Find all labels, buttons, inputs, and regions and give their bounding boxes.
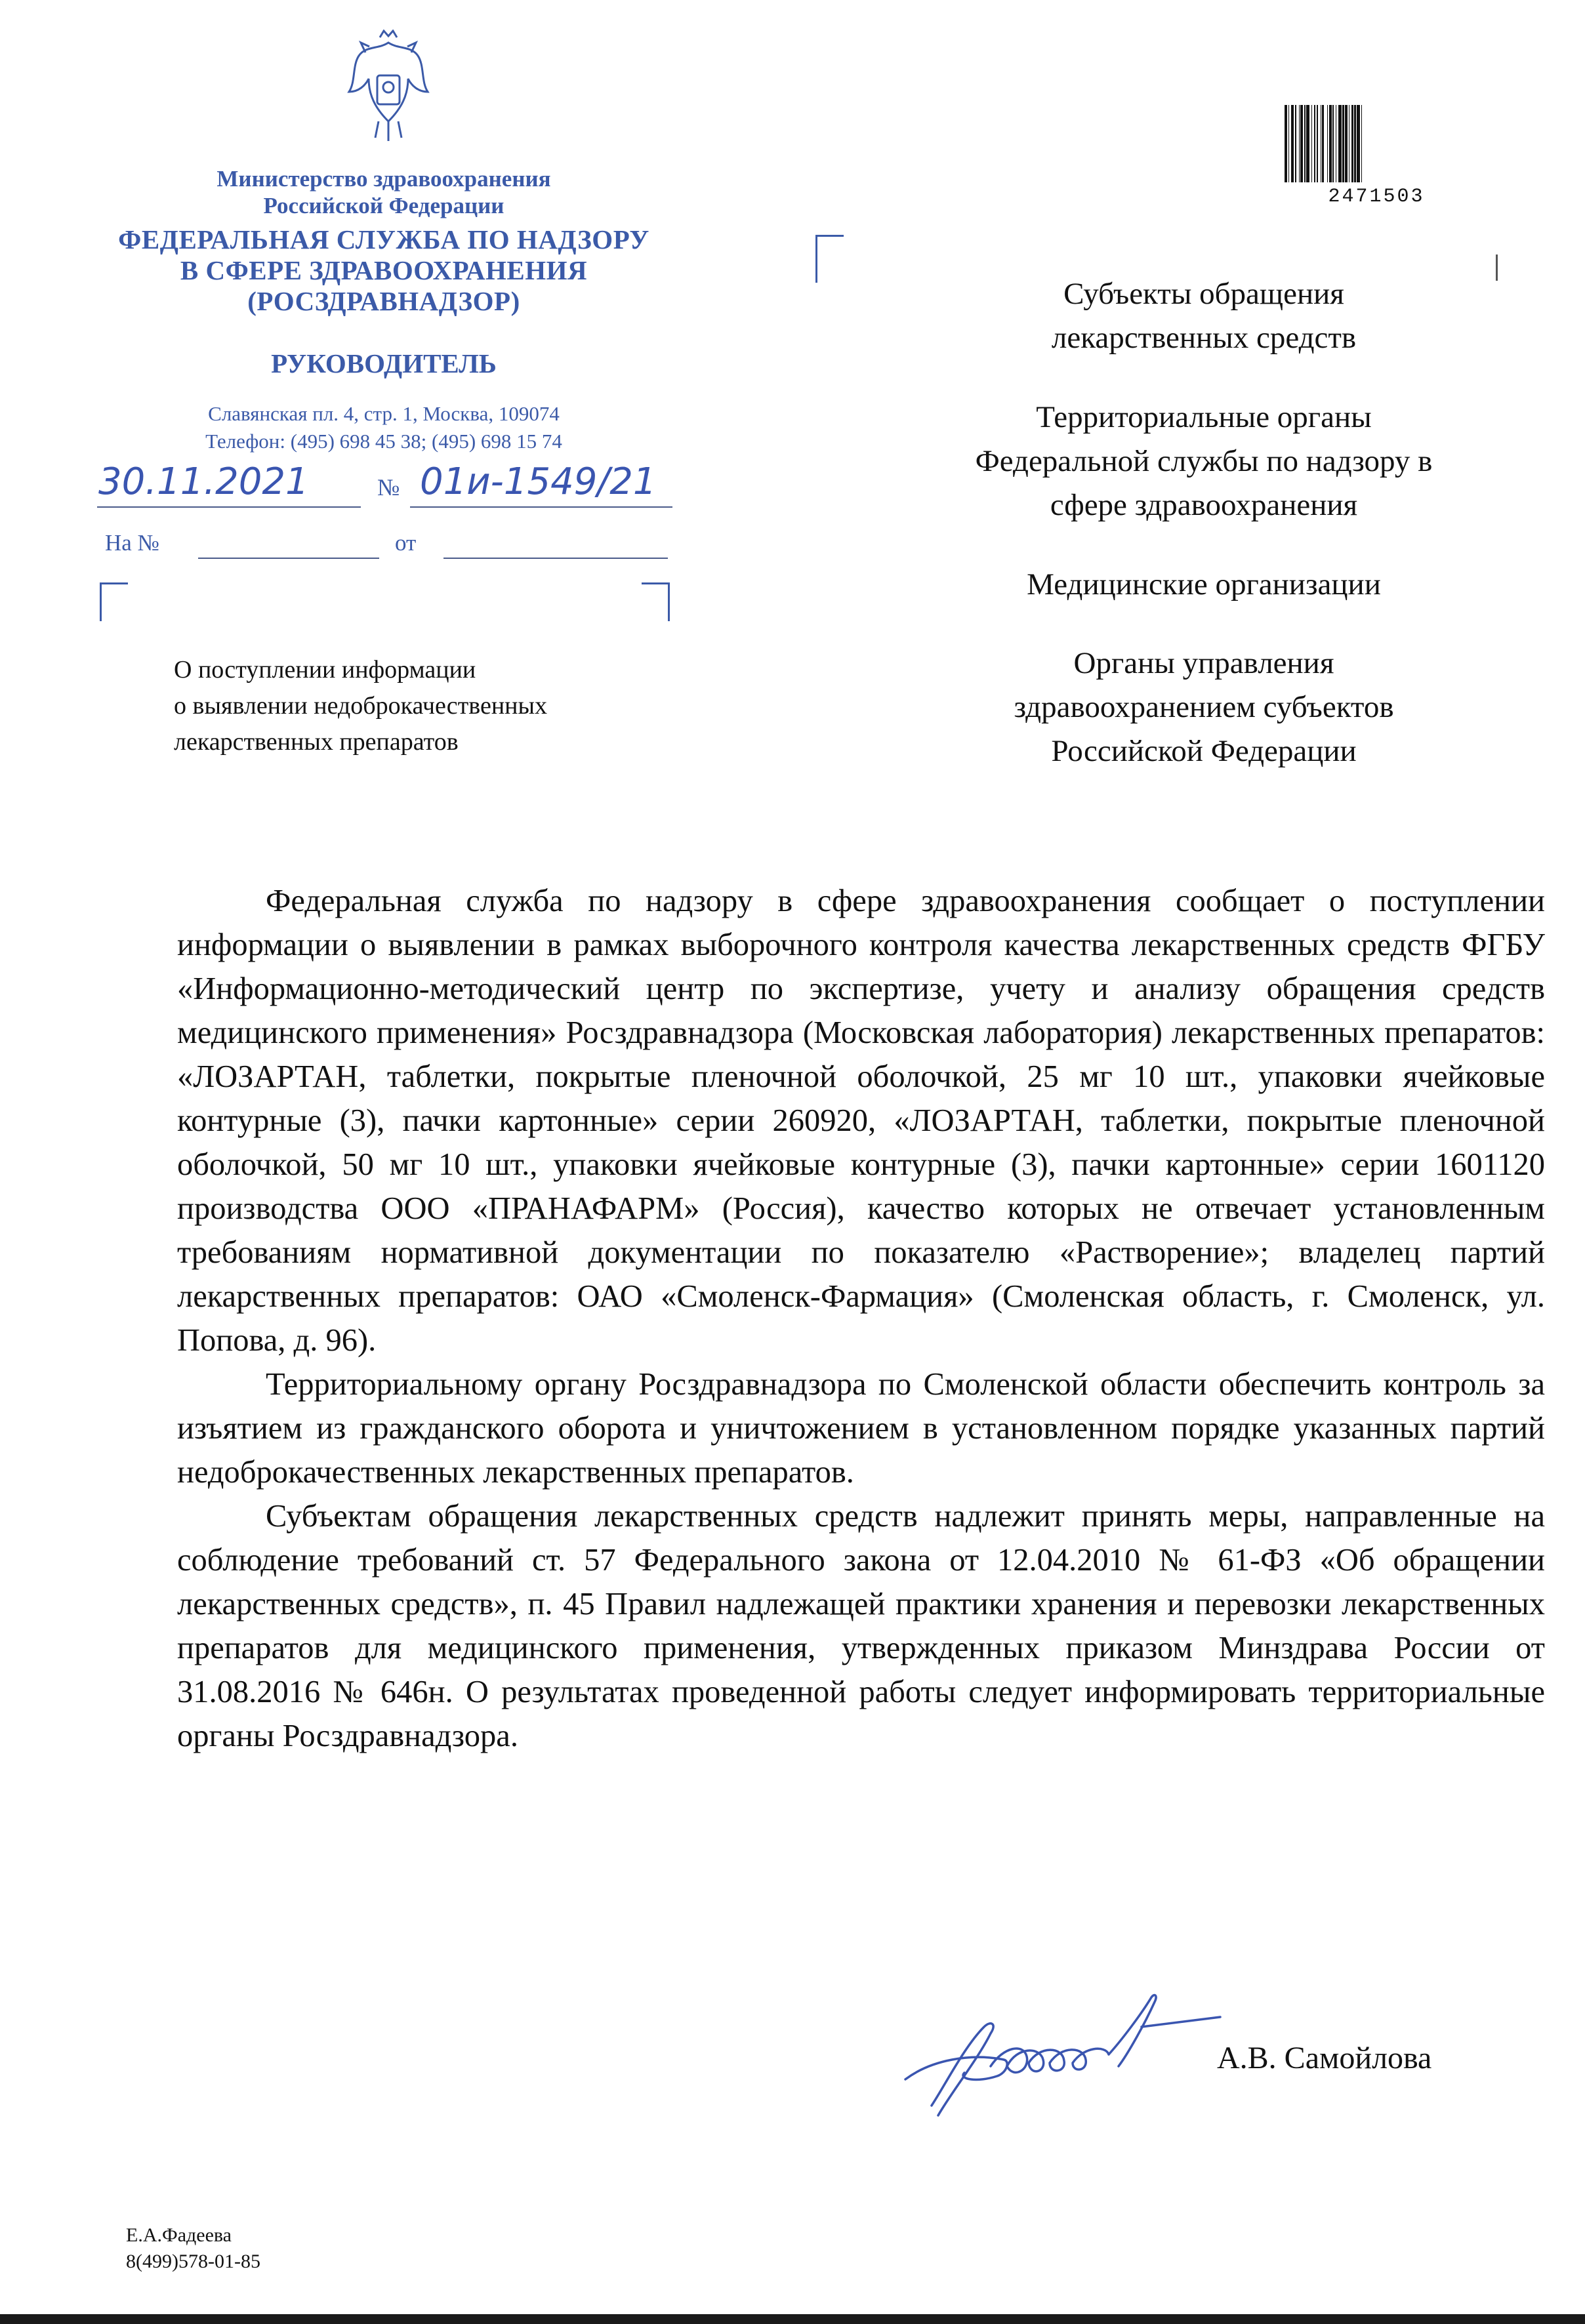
number-sign: №	[377, 474, 400, 500]
reply-number-line	[198, 558, 379, 559]
addressee-territorial	[859, 396, 1548, 527]
corner-bracket	[815, 235, 844, 283]
addressee-line: Российской Федерации	[1051, 734, 1357, 768]
body-paragraph: Субъектам обращения лекарственных средств надлежит принять меры, направленные на соблюдение требований ст. 57 Федерального закона от 12.04.2010 № 61-ФЗ «Об обращении лекарственных средств», п. 45 Правил надлежащей практики хранения и перевозки лекарственных препаратов для медицинского применения, утвержденных приказом Минздрава России от 31.08.2016 № 646н. О результатах проведенной работы следует информировать территориальные органы Росздравнадзора.	[177, 1499, 1545, 1753]
service-line: (РОСЗДРАВНАДЗОР)	[247, 286, 520, 316]
registration-date: 30.11.2021	[98, 460, 309, 503]
address-line: Славянская пл. 4, стр. 1, Москва, 109074	[208, 402, 560, 425]
signatory-name: А.В. Самойлова	[1217, 2041, 1432, 2075]
service-line: ФЕДЕРАЛЬНАЯ СЛУЖБА ПО НАДЗОРУ	[118, 224, 649, 255]
service-line: В СФЕРЕ ЗДРАВООХРАНЕНИЯ	[180, 255, 588, 285]
registration-number: 01и-1549/21	[420, 460, 657, 503]
reply-label: На №	[105, 530, 159, 556]
service-name	[95, 224, 672, 317]
date-underline	[97, 506, 361, 508]
body-paragraph: Территориальному органу Росздравнадзора по Смоленской области обеспечить контроль за изъятием из гражданского оборота и уничтожением в установленном порядке указанных партий недоброкачественных лекарственных препаратов.	[177, 1367, 1545, 1490]
addressee-medical	[859, 563, 1548, 607]
position-title: РУКОВОДИТЕЛЬ	[271, 348, 497, 378]
phone-line: Телефон: (495) 698 45 38; (495) 698 15 74	[205, 430, 562, 453]
addressee-line: Территориальные органы	[1036, 400, 1372, 434]
addressee-line: сфере здравоохранения	[1050, 488, 1358, 522]
subject-line: о выявлении недоброкачественных	[174, 692, 548, 720]
corner-bracket	[100, 582, 128, 621]
subject-line: лекарственных препаратов	[174, 728, 459, 756]
barcode	[1285, 105, 1449, 182]
body-paragraph: Федеральная служба по надзору в сфере здравоохранения сообщает о поступлении информации о выявлении в рамках выборочного контроля качества лекарственных средств ФГБУ «Информационно-методический центр по экспертизе, учету и анализу обращения средств медицинского применения» Росздравнадзора (Московская лаборатория) лекарственных препаратов: «ЛОЗАРТАН, таблетки, покрытые пленочной оболочкой, 25 мг 10 шт., упаковки ячейковые контурные (3), пачки картонные» серии 260920, «ЛОЗАРТАН, таблетки, покрытые пленочной оболочкой, 50 мг 10 шт., упаковки ячейковые контурные (3), пачки картонные» серии 1601120 производства ООО «ПРАНАФАРМ» (Россия), качество которых не отвечает установленным требованиям нормативной документации по показателю «Растворение»; владелец партий лекарственных препаратов: ОАО «Смоленск-Фармация» (Смоленская область, г. Смоленск, ул. Попова, д. 96).	[177, 884, 1545, 1358]
barcode-number: 2471503	[1328, 186, 1425, 208]
executor-block	[126, 2222, 260, 2275]
addressee-line: Органы управления	[1073, 646, 1334, 680]
ministry-line: Министерство здравоохранения	[216, 166, 551, 192]
subject-line: О поступлении информации	[174, 656, 476, 683]
addressee-entities	[859, 272, 1548, 360]
letter-body	[177, 879, 1545, 1758]
addressee-line: Федеральной службы по надзору в	[975, 444, 1433, 478]
letter-subject	[174, 652, 699, 760]
ministry-name	[95, 165, 672, 219]
executor-phone: 8(499)578-01-85	[126, 2251, 260, 2272]
from-label: от	[395, 530, 417, 556]
handwritten-signature	[892, 1968, 1233, 2132]
addressee-line: лекарственных средств	[1051, 321, 1357, 355]
ministry-line: Российской Федерации	[263, 193, 504, 218]
reply-date-line	[443, 558, 668, 559]
barcode-bar	[1362, 105, 1365, 182]
number-underline	[410, 506, 672, 508]
addressee-health-authorities	[859, 642, 1548, 773]
scan-edge	[0, 2314, 1585, 2324]
addressee-line: здравоохранением субъектов	[1014, 690, 1394, 724]
corner-bracket	[642, 582, 670, 621]
addressee-line: Медицинские организации	[1027, 567, 1381, 601]
addressee-line: Субъекты обращения	[1063, 277, 1344, 311]
executor-name: Е.А.Фадеева	[126, 2224, 232, 2246]
address-block	[95, 400, 672, 455]
coat-of-arms-icon	[339, 30, 438, 148]
